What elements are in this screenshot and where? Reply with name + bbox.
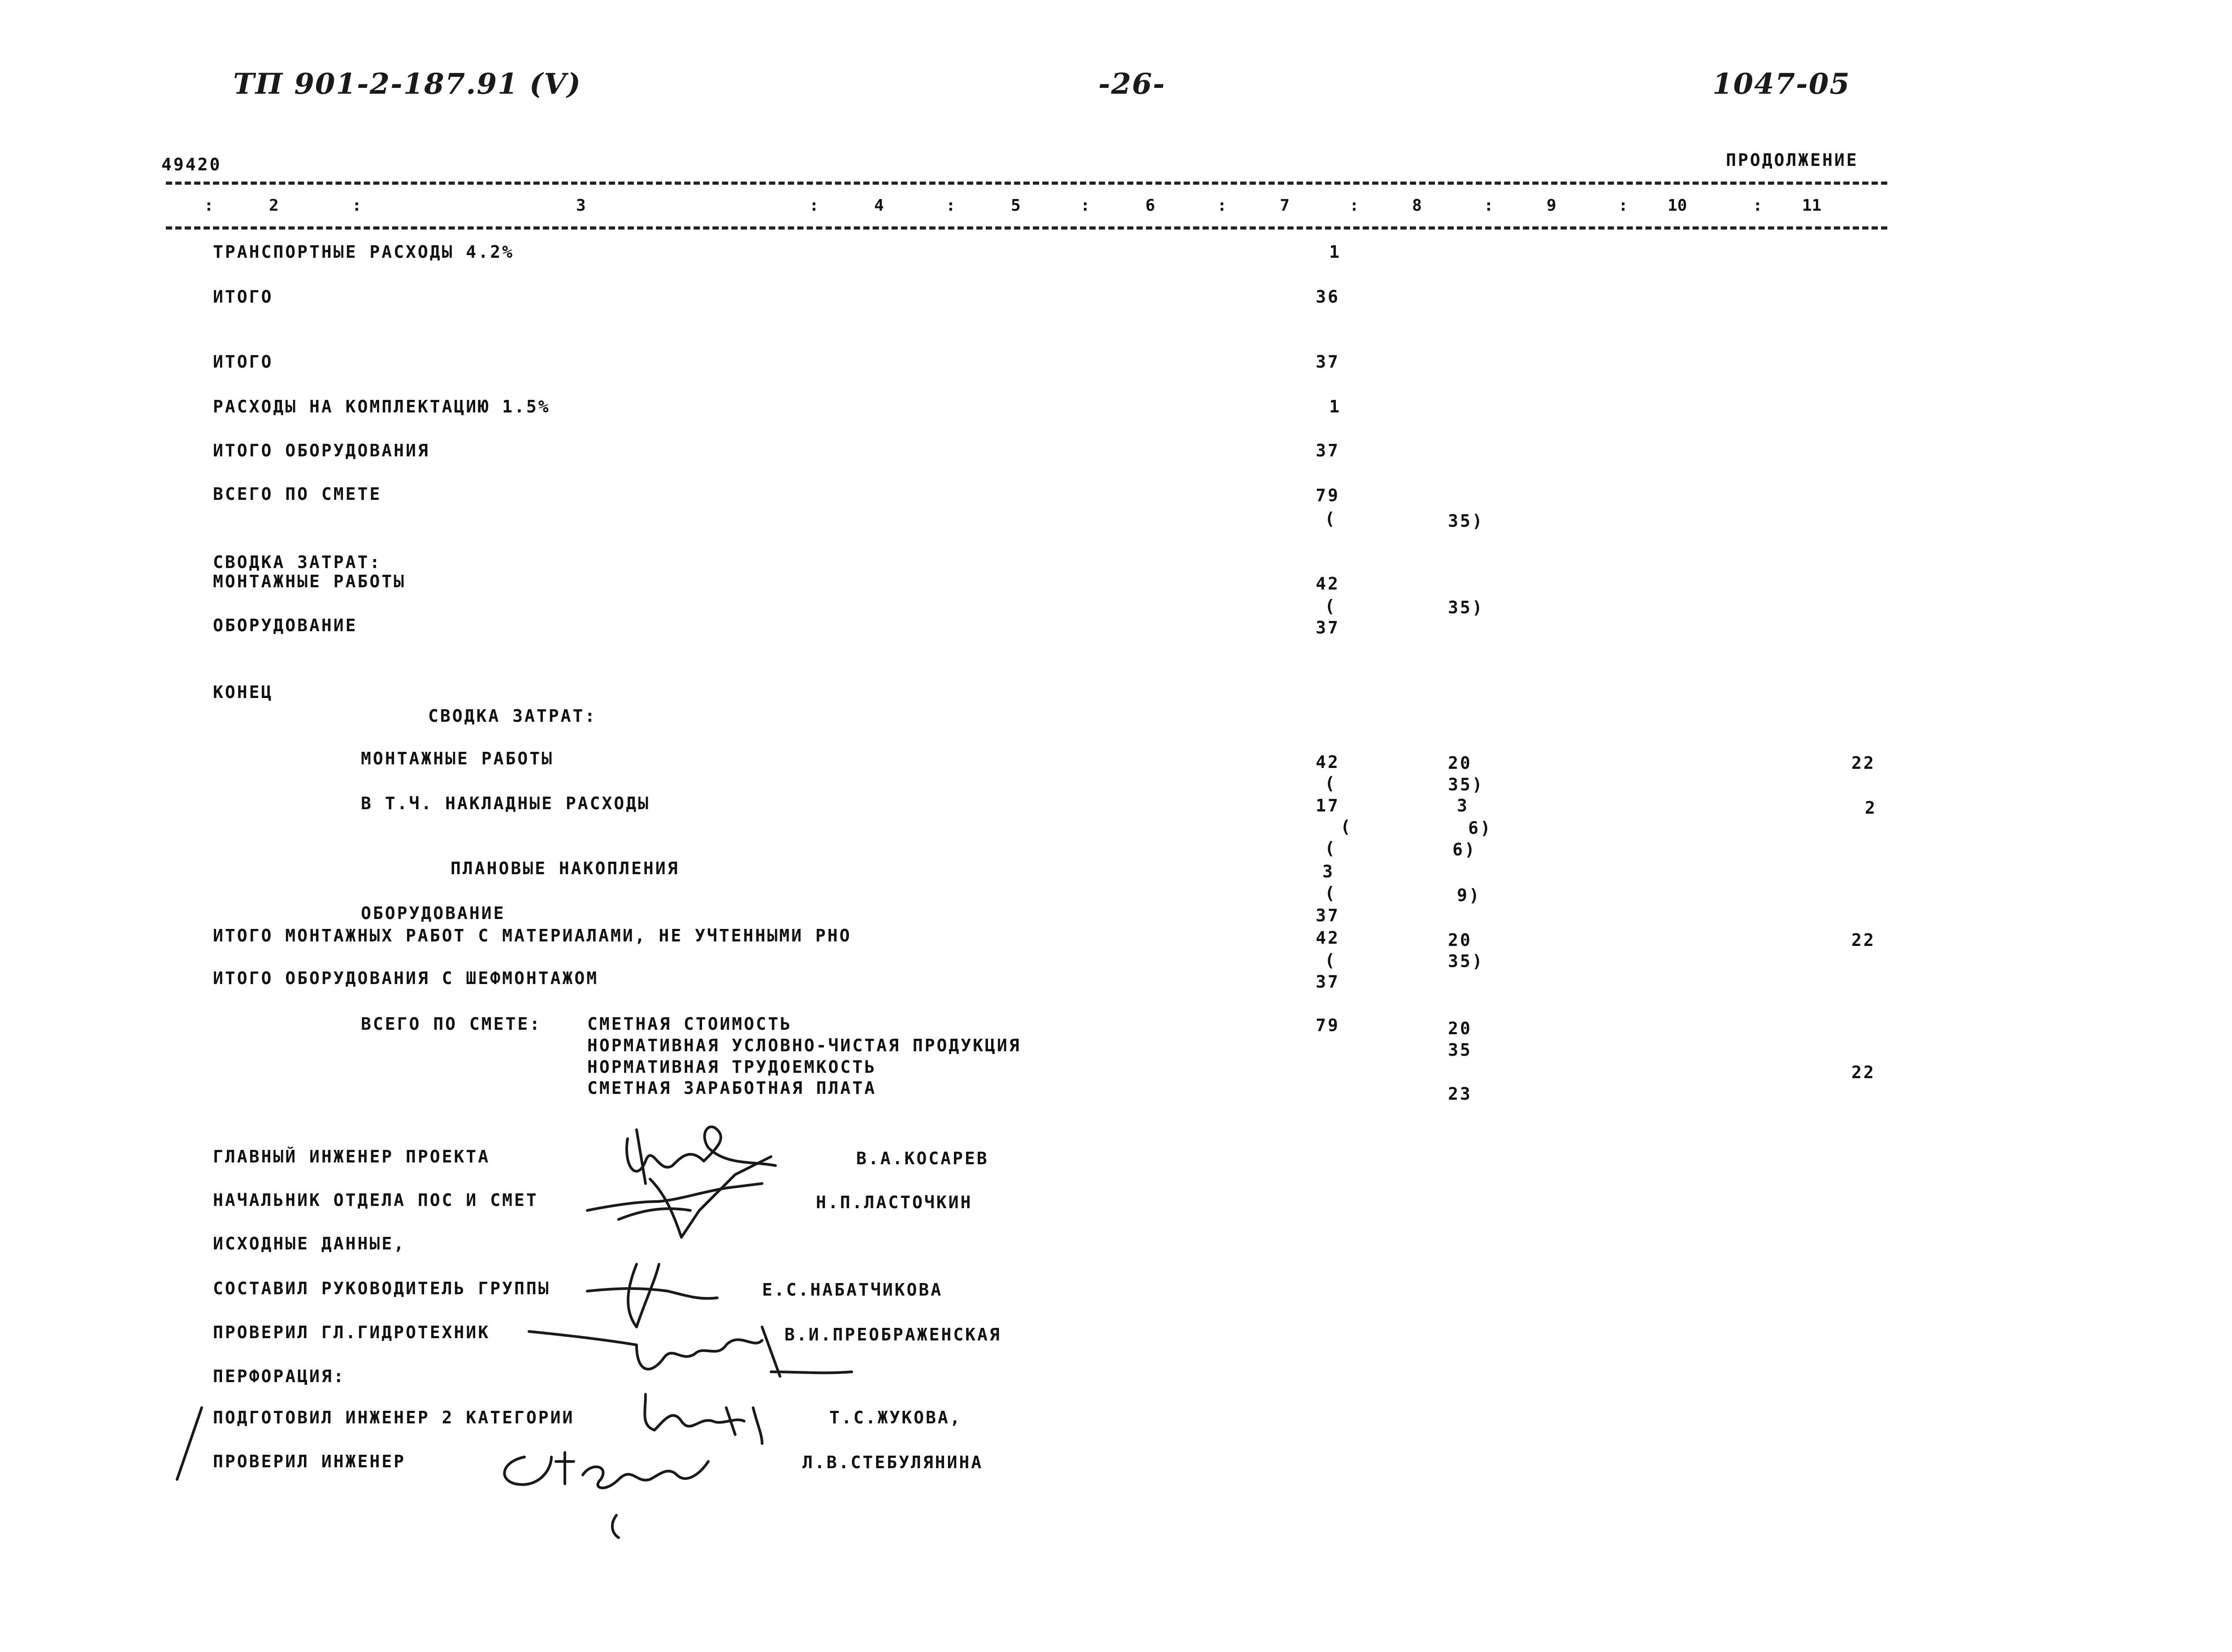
row-label: ОБОРУДОВАНИЕ [213,616,358,635]
row-label: ПЛАНОВЫЕ НАКОПЛЕНИЯ [451,859,680,878]
column-number: 5 [1011,196,1021,215]
cell-col8: 20 [1448,753,1472,773]
cell-col7: 3 [1322,862,1335,881]
cell-col11: 2 [1865,798,1877,818]
cell-col11: 22 [1851,753,1876,773]
row-label: ИТОГО [213,287,273,307]
row-label: ИТОГО МОНТАЖНЫХ РАБОТ С МАТЕРИАЛАМИ, НЕ УЧТЕННЫМИ РНО [213,926,852,945]
cell-col7: 42 [1316,752,1340,772]
col-sep: : [1618,196,1628,215]
sheet-code: 1047-05 [1712,67,1851,101]
column-number: 11 [1802,196,1822,215]
cell-col7: 37 [1316,906,1340,925]
signature-role: ГЛАВНЫЙ ИНЖЕНЕР ПРОЕКТА [213,1147,490,1166]
doc-number: 49420 [161,155,222,174]
cell-col7: 1 [1329,242,1341,262]
column-number: 6 [1145,196,1155,215]
col-sep: : [946,196,956,215]
page-number: -26- [1098,67,1166,101]
signature-name: Н.П.ЛАСТОЧКИН [816,1192,973,1212]
cell-col8: 35 [1448,1040,1472,1060]
row-label: СВОДКА ЗАТРАТ: [213,552,382,572]
cell-col7: 37 [1316,618,1340,637]
cell-col7: 79 [1316,486,1340,505]
column-number: 3 [576,196,586,215]
cell-col7-paren: ( [1325,773,1337,793]
row-label: СМЕТНАЯ ЗАРАБОТНАЯ ПЛАТА [587,1078,877,1098]
row-label: КОНЕЦ [213,682,273,702]
signature-name: В.И.ПРЕОБРАЖЕНСКАЯ [784,1325,1001,1344]
col-sep: : [1753,196,1763,215]
col-sep: : [809,196,819,215]
continuation-label: ПРОДОЛЖЕНИЕ [1726,150,1859,170]
row-label: ИТОГО ОБОРУДОВАНИЯ [213,441,430,460]
cell-col7-paren: ( [1340,817,1352,837]
column-number: 9 [1547,196,1556,215]
cell-col7: 37 [1316,441,1340,460]
column-number: 7 [1280,196,1290,215]
cell-col7-paren: ( [1325,838,1337,858]
cell-col7: 1 [1329,397,1341,416]
cell-col8-paren: 35) [1448,775,1484,794]
row-label: СВОДКА ЗАТРАТ: [428,706,597,726]
signature-name: В.А.КОСАРЕВ [856,1149,989,1168]
cell-col8-paren: 35) [1448,951,1484,971]
cell-col8: 23 [1448,1084,1472,1104]
signature-role: НАЧАЛЬНИК ОТДЕЛА ПОС И СМЕТ [213,1190,538,1210]
project-code: ТП 901-2-187.91 (V) [233,67,582,101]
cell-col7: 17 [1316,796,1340,815]
cell-col7-paren: ( [1325,596,1337,616]
cell-col11: 22 [1851,1062,1876,1082]
row-label: РАСХОДЫ НА КОМПЛЕКТАЦИЮ 1.5% [213,397,550,416]
cell-col8-paren: 35) [1448,511,1484,531]
cell-col8: 20 [1448,930,1472,950]
cell-col8-paren: 6) [1452,840,1477,859]
signature-name: Л.В.СТЕБУЛЯНИНА [802,1453,984,1472]
row-label: СМЕТНАЯ СТОИМОСТЬ [587,1014,792,1034]
column-number: 2 [269,196,279,215]
cell-col7: 36 [1316,287,1340,307]
cell-col7: 79 [1316,1015,1340,1035]
row-label: НОРМАТИВНАЯ УСЛОВНО-ЧИСТАЯ ПРОДУКЦИЯ [587,1036,1021,1055]
row-label: ВСЕГО ПО СМЕТЕ [213,484,382,504]
signature-role: ПРОВЕРИЛ ИНЖЕНЕР [213,1452,406,1471]
col-sep: : [1217,196,1227,215]
cell-col8: 20 [1448,1019,1472,1038]
cell-col8-paren: 9) [1457,885,1481,905]
col-sep: : [204,196,214,215]
row-label: НОРМАТИВНАЯ ТРУДОЕМКОСТЬ [587,1057,877,1077]
signature-name: Т.С.ЖУКОВА, [829,1408,962,1427]
cell-col8-paren: 35) [1448,598,1484,617]
row-label: ВСЕГО ПО СМЕТЕ: [361,1014,542,1034]
column-number: 10 [1668,196,1687,215]
cell-col7: 42 [1316,574,1340,594]
cell-col7-paren: ( [1325,883,1337,903]
row-label: МОНТАЖНЫЕ РАБОТЫ [213,572,406,591]
cell-col7: 42 [1316,928,1340,948]
column-number: 8 [1412,196,1422,215]
row-label: ТРАНСПОРТНЫЕ РАСХОДЫ 4.2% [213,242,514,262]
col-sep: : [1349,196,1359,215]
cell-col7: 37 [1316,972,1340,992]
signature-role: ПРОВЕРИЛ ГЛ.ГИДРОТЕХНИК [213,1322,490,1342]
cell-col7-paren: ( [1325,509,1337,529]
row-label: В Т.Ч. НАКЛАДНЫЕ РАСХОДЫ [361,793,650,813]
signature-role: ПОДГОТОВИЛ ИНЖЕНЕР 2 КАТЕГОРИИ [213,1408,575,1427]
cell-col7-paren: ( [1325,950,1337,970]
row-label: ИТОГО ОБОРУДОВАНИЯ С ШЕФМОНТАЖОМ [213,968,599,988]
signature-role: СОСТАВИЛ РУКОВОДИТЕЛЬ ГРУППЫ [213,1279,550,1298]
cell-col7: 37 [1316,352,1340,372]
cell-col11: 22 [1851,930,1876,950]
row-label: МОНТАЖНЫЕ РАБОТЫ [361,749,554,768]
signature-role: ИСХОДНЫЕ ДАННЫЕ, [213,1234,406,1253]
cell-col8: 3 [1457,796,1469,815]
col-sep: : [1080,196,1090,215]
row-label: ОБОРУДОВАНИЕ [361,903,506,923]
cell-col8-paren: 6) [1468,818,1492,838]
column-number: 4 [874,196,884,215]
signature-role: ПЕРФОРАЦИЯ: [213,1366,346,1386]
col-sep: : [352,196,362,215]
row-label: ИТОГО [213,352,273,372]
signature-name: Е.С.НАБАТЧИКОВА [762,1280,943,1300]
col-sep: : [1484,196,1494,215]
